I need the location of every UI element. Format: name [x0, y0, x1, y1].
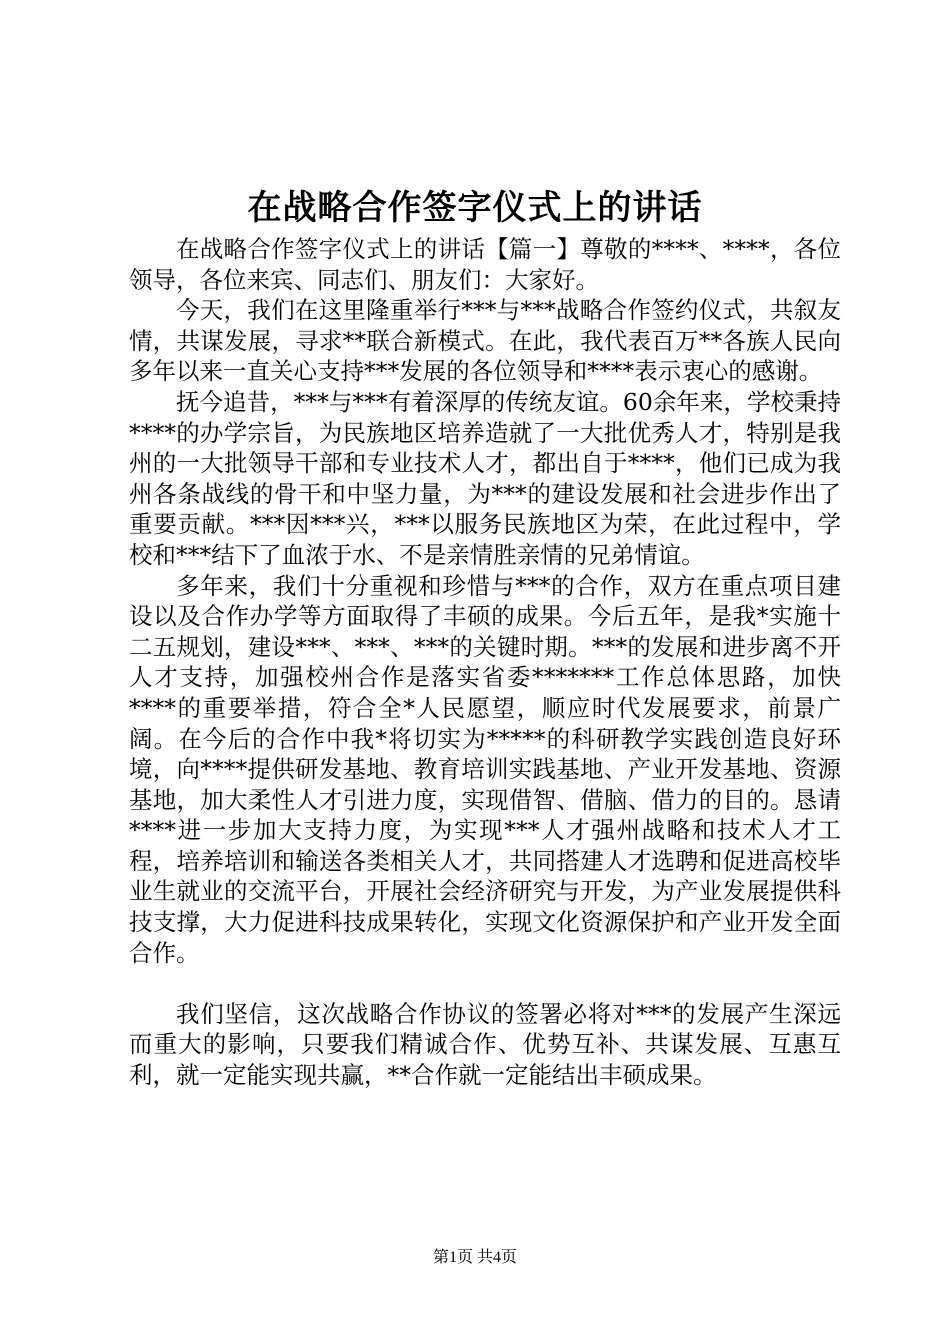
- paragraph-4: 多年来，我们十分重视和珍惜与***的合作，双方在重点项目建设以及合作办学等方面取得了丰硕的成果。今后五年，是我*实施十二五规划，建设***、***、***的关键时期。***的发展和进步离不开人才支持，加强校州合作是落实省委*******工作总体思路，加快****的重要举措，符合全*人民愿望，顺应时代发展要求，前景广阔。在今后的合作中我*将切实为*****的科研教学实践创造良好环境，向****提供研发基地、教育培训实践基地、产业开发基地、资源基地，加大柔性人才引进力度，实现借智、借脑、借力的目的。恳请****进一步加大支持力度，为实现***人才强州战略和技术人才工程，培养培训和输送各类相关人才，共同搭建人才选聘和促进高校毕业生就业的交流平台，开展社会经济研究与开发，为产业发展提供科技支撑，大力促进科技成果转化，实现文化资源保护和产业开发全面合作。: [129, 571, 841, 967]
- paragraph-5: 我们坚信，这次战略合作协议的签署必将对***的发展产生深远而重大的影响，只要我们精诚合作、优势互补、共谋发展、互惠互利，就一定能实现共赢，**合作就一定能结出丰硕成果。: [129, 999, 841, 1090]
- document-title: 在战略合作签字仪式上的讲话: [247, 188, 703, 228]
- page-footer: 第1页 共4页: [432, 1249, 517, 1266]
- paragraph-3: 抚今追昔，***与***有着深厚的传统友谊。60余年来，学校秉持****的办学宗旨，为民族地区培养造就了一大批优秀人才，特别是我州的一大批领导干部和专业技术人才，都出自于****，他们已成为我州各条战线的骨干和中坚力量，为***的建设发展和社会进步作出了重要贡献。***因***兴，***以服务民族地区为荣，在此过程中，学校和***结下了血浓于水、不是亲情胜亲情的兄弟情谊。: [129, 387, 841, 569]
- paragraph-2: 今天，我们在这里隆重举行***与***战略合作签约仪式，共叙友情，共谋发展，寻求**联合新模式。在此，我代表百万**各族人民向多年以来一直关心支持***发展的各位领导和****表示衷心的感谢。: [129, 296, 841, 386]
- paragraph-1: 在战略合作签字仪式上的讲话【篇一】尊敬的****、****，各位领导，各位来宾、同志们、朋友们：大家好。: [129, 235, 841, 294]
- document-body: [129, 234, 841, 1091]
